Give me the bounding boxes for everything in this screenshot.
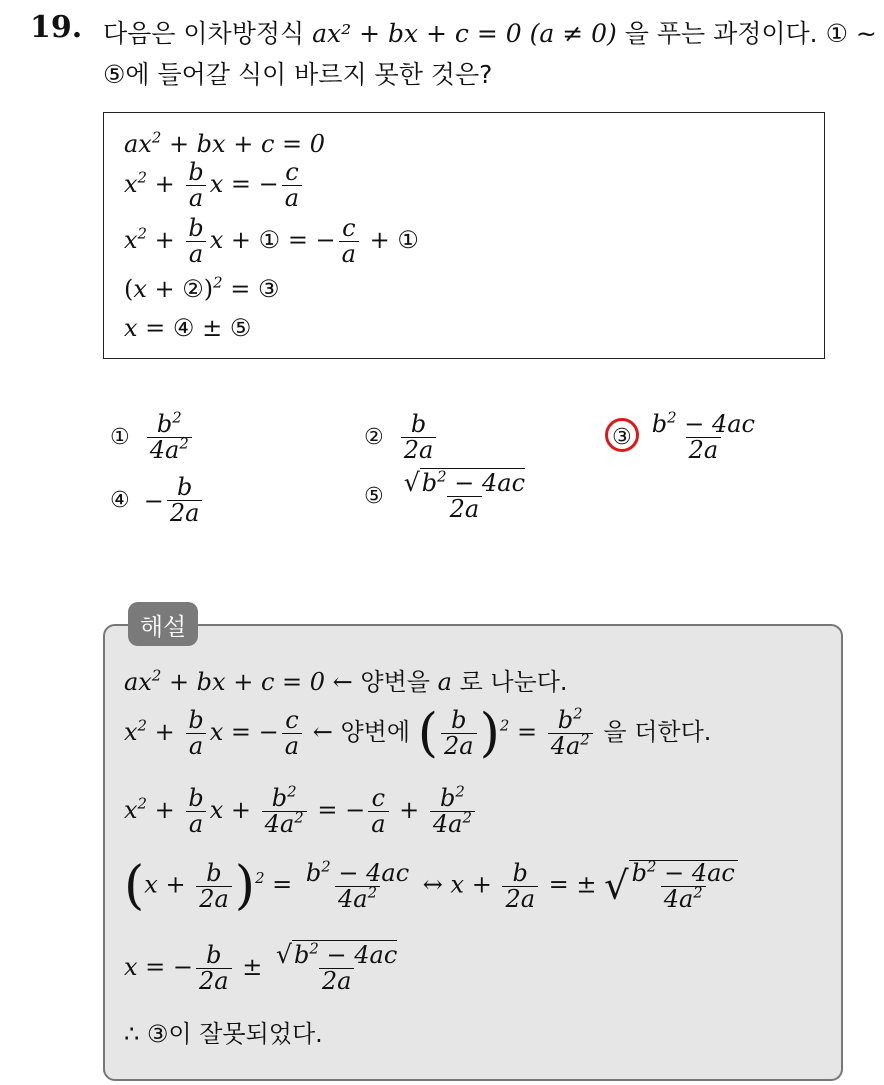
choice-3-mark: ③ [612, 425, 632, 450]
question-text-prefix: 다음은 이차방정식 [103, 19, 313, 48]
question-text-suffix: 을 푸는 과정이다. ① ~ [616, 19, 877, 48]
choice-2-expression: $\frac{b}{2a}$ [401, 412, 437, 463]
question-number: 19. [30, 10, 83, 45]
question-line-1 [103, 14, 877, 50]
solution-step-4: (x + $\frac{b}{2a}$ )$^2$ = $\frac{b^2 - 4ac}{4a^2}$ ↔ x + $\frac{b}{2a}$ = ± √ $\frac{b^2 - 4ac}{4a^2}$ [124, 860, 741, 912]
choice-4-expression: $\frac{b}{2a}$ [167, 475, 203, 526]
choice-4[interactable]: ④ − $\frac{b}{2a}$ [110, 475, 205, 526]
solution-step-5: x = − $\frac{b}{2a}$ ± $\frac{√b^2 - 4ac}{2a}$ [124, 939, 398, 996]
solution-step-2: $x^2$ + $\frac{b}{a}$ x = − $\frac{c}{a}$ ← 양변에 ( $\frac{b}{2a}$ )$^2$ = $\frac{b^2}{4a^2}$ 을 더한다. [124, 703, 712, 764]
choice-5-expression: $\frac{√b^2 - 4ac}{2a}$ [403, 467, 526, 524]
solution-step-3: $x^2$ + $\frac{b}{a}$ x + $\frac{b^2}{4a^2}$ = − $\frac{c}{a}$ + $\frac{b^2}{4a^2}$ [124, 786, 478, 837]
process-line-3: $x^2$ + $\frac{b}{a}$ x + ① = − $\frac{c}{a}$ + ① [124, 214, 419, 269]
question-equation: ax² + bx + c = 0 (a ≠ 0) [312, 19, 617, 48]
process-line-4: (x + ②)$^2$ = ③ [124, 273, 280, 303]
solution-step-1: $ax^2$ + bx + c = 0 ← 양변을 a 로 나눈다. [124, 666, 568, 696]
selection-circle-icon [605, 418, 639, 452]
question-line-2: ⑤에 들어갈 식이 바르지 못한 것은? [103, 60, 493, 89]
choice-1-expression: $\frac{b^2}{4a^2}$ [147, 412, 192, 463]
choice-1-mark: ① [110, 425, 130, 451]
choice-4-mark: ④ [110, 488, 130, 514]
solution-conclusion: ∴ ③이 잘못되었다. [124, 1020, 323, 1048]
choice-5[interactable] [364, 467, 531, 524]
choice-1[interactable] [110, 408, 195, 465]
process-line-5: x = ④ ± ⑤ [124, 314, 252, 342]
choice-3[interactable] [612, 408, 761, 465]
process-line-2: $x^2$ + $\frac{b}{a}$ x = − $\frac{c}{a}$ [124, 160, 305, 211]
process-line-1: $ax^2$ + bx + c = 0 [124, 128, 326, 158]
solution-tag: 해설 [128, 602, 198, 646]
choice-3-expression: $\frac{b^2 - 4ac}{2a}$ [651, 408, 755, 465]
choice-5-mark: ⑤ [364, 483, 384, 509]
choice-2[interactable] [364, 412, 439, 463]
choice-2-mark: ② [364, 425, 384, 451]
